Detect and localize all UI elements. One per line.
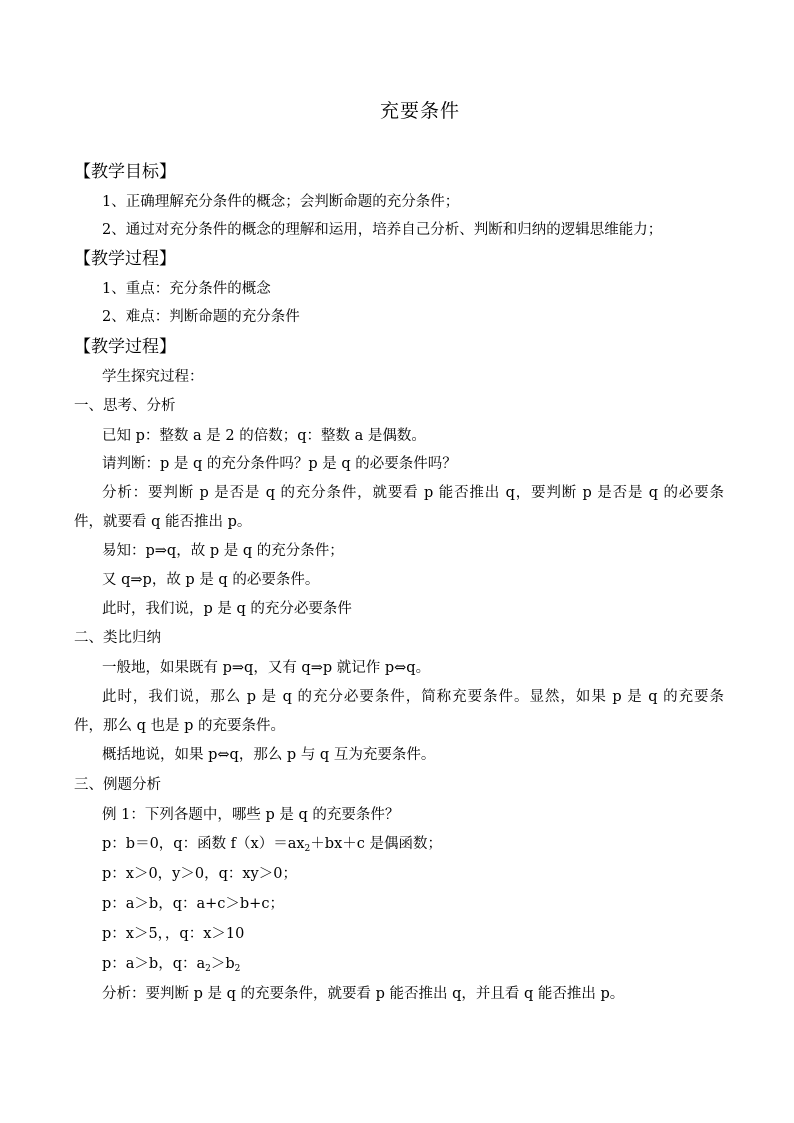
question-statement: 请判断：p 是 q 的充分条件吗？p 是 q 的必要条件吗？	[102, 456, 457, 472]
definition-line-1: 此时，我们说，那么 p 是 q 的充分必要条件，简称充要条件。显然，如果 p 是 q 的充要条	[102, 689, 724, 705]
example-analysis: 分析：要判断 p 是 q 的充要条件，就要看 p 能否推出 q，并且看 q 能否推出 p。	[102, 986, 625, 1002]
section-1-title: 一、思考、分析	[74, 398, 176, 414]
page-title: 充要条件	[379, 100, 460, 122]
analysis-line-2: 件，就要看 q 能否推出 p。	[74, 514, 252, 530]
example-item-c: p：a＞b，q：a+c＞b+c；	[102, 896, 284, 912]
example-item-e: p：a＞b，q：$a_2>b_2$	[102, 956, 241, 974]
summary-statement: 概括地说，如果 p⇔q，那么 p 与 q 互为充要条件。	[102, 747, 436, 763]
key-point: 1、重点：充分条件的概念	[102, 281, 271, 297]
example-item-d: p：x＞5，，q：x＞10	[102, 926, 245, 942]
teaching-process-heading-1: 【教学过程】	[74, 249, 176, 269]
example-1-prompt: 例 1：下列各题中，哪些 p 是 q 的充要条件？	[102, 807, 400, 823]
difficulty-point: 2、难点：判断命题的充分条件	[102, 309, 300, 325]
given-statement: 已知 p：整数 a 是 2 的倍数；q：整数 a 是偶数。	[102, 428, 426, 444]
analysis-line-1: 分析：要判断 p 是否是 q 的充分条件，就要看 p 能否推出 q，要判断 p 是否是 q 的必要条	[102, 485, 724, 501]
explore-intro: 学生探究过程：	[102, 369, 204, 385]
example-item-a: p：b＝0，q：函数 $f(x)=ax_2+bx+c$ 是偶函数；	[102, 836, 442, 854]
conclusion-statement: 此时，我们说，p 是 q 的充分必要条件	[102, 601, 352, 617]
general-statement: 一般地，如果既有 p⇒q，又有 q⇒p 就记作 p⇔q。	[102, 660, 431, 676]
easy-know-statement: 易知：p⇒q，故 p 是 q 的充分条件；	[102, 543, 344, 559]
section-3-title: 三、例题分析	[74, 777, 161, 793]
also-statement: 又 q⇒p，故 p 是 q 的必要条件。	[102, 572, 320, 588]
teaching-process-heading-2: 【教学过程】	[74, 337, 176, 357]
teaching-goal-heading: 【教学目标】	[74, 162, 176, 182]
example-item-b: p：x＞0，y＞0，q：xy＞0；	[102, 866, 297, 882]
definition-line-2: 件，那么 q 也是 p 的充要条件。	[74, 718, 285, 734]
goal-item-2: 2、通过对充分条件的概念的理解和运用，培养自己分析、判断和归纳的逻辑思维能力；	[102, 222, 663, 238]
goal-item-1: 1、正确理解充分条件的概念；会判断命题的充分条件；	[102, 194, 460, 210]
section-2-title: 二、类比归纳	[74, 630, 161, 646]
